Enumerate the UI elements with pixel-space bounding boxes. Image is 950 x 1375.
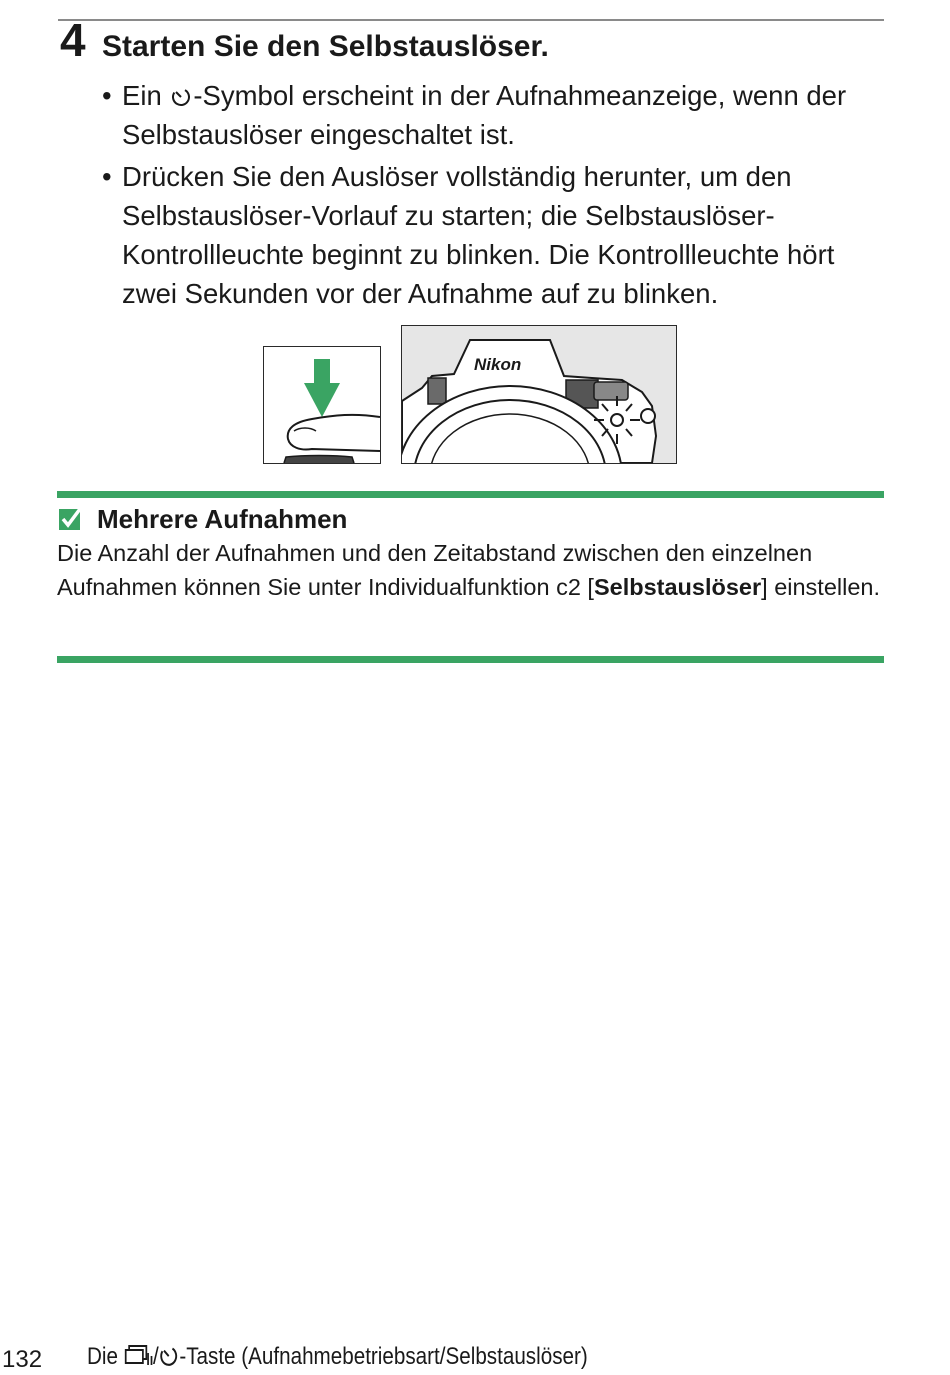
bullet-dot: •: [102, 161, 112, 192]
release-mode-icon: [124, 1343, 153, 1367]
list-item: [100, 76, 860, 154]
note-top-rule: [57, 491, 884, 498]
check-icon: [58, 507, 82, 531]
camera-illustration: [401, 325, 677, 464]
list-item: [100, 157, 860, 313]
self-timer-icon: [170, 85, 192, 107]
self-timer-icon: [159, 1343, 180, 1367]
footer-text-before: Die: [87, 1343, 124, 1370]
shutter-press-illustration: [263, 346, 381, 464]
note-menu-item: Selbstauslöser: [593, 574, 762, 600]
instruction-list: [100, 76, 860, 316]
bullet-text: Drücken Sie den Auslöser vollständig herunter, um den Selbstauslöser-Vorlauf zu starten; die Selbstauslöser-Kontrollleuchte beginnt zu blinken. Die Kontrollleuchte hört zwei Sekunden vor der Aufnahme auf zu blinken.: [122, 161, 835, 309]
bullet-text-after: -Symbol erscheint in der Aufnahmeanzeige, wenn der Selbstauslöser eingeschaltet ist.: [122, 80, 847, 150]
camera-logo: Nikon: [474, 355, 522, 374]
note-bottom-rule: [57, 656, 884, 663]
footer-title: [87, 1342, 588, 1372]
page-number: 132: [2, 1346, 43, 1373]
note-text-before: Die Anzahl der Aufnahmen und den Zeitabstand zwischen den einzelnen Aufnahmen können Sie unter Individualfunktion c2 [: [57, 540, 813, 600]
bullet-dot: •: [102, 80, 112, 111]
step-number: 4: [60, 14, 86, 66]
header-rule: [58, 19, 884, 21]
bullet-text-before: Ein: [122, 80, 170, 111]
note-title: Mehrere Aufnahmen: [97, 504, 348, 534]
footer-separator: /: [152, 1343, 159, 1370]
step-title: Starten Sie den Selbstauslöser.: [102, 30, 549, 63]
note-body: [57, 536, 887, 604]
footer-text-after: -Taste (Aufnahmebetriebsart/Selbstauslöser): [179, 1343, 588, 1370]
finger-press-icon: [264, 347, 380, 463]
note-text-after: ] einstellen.: [761, 574, 881, 600]
